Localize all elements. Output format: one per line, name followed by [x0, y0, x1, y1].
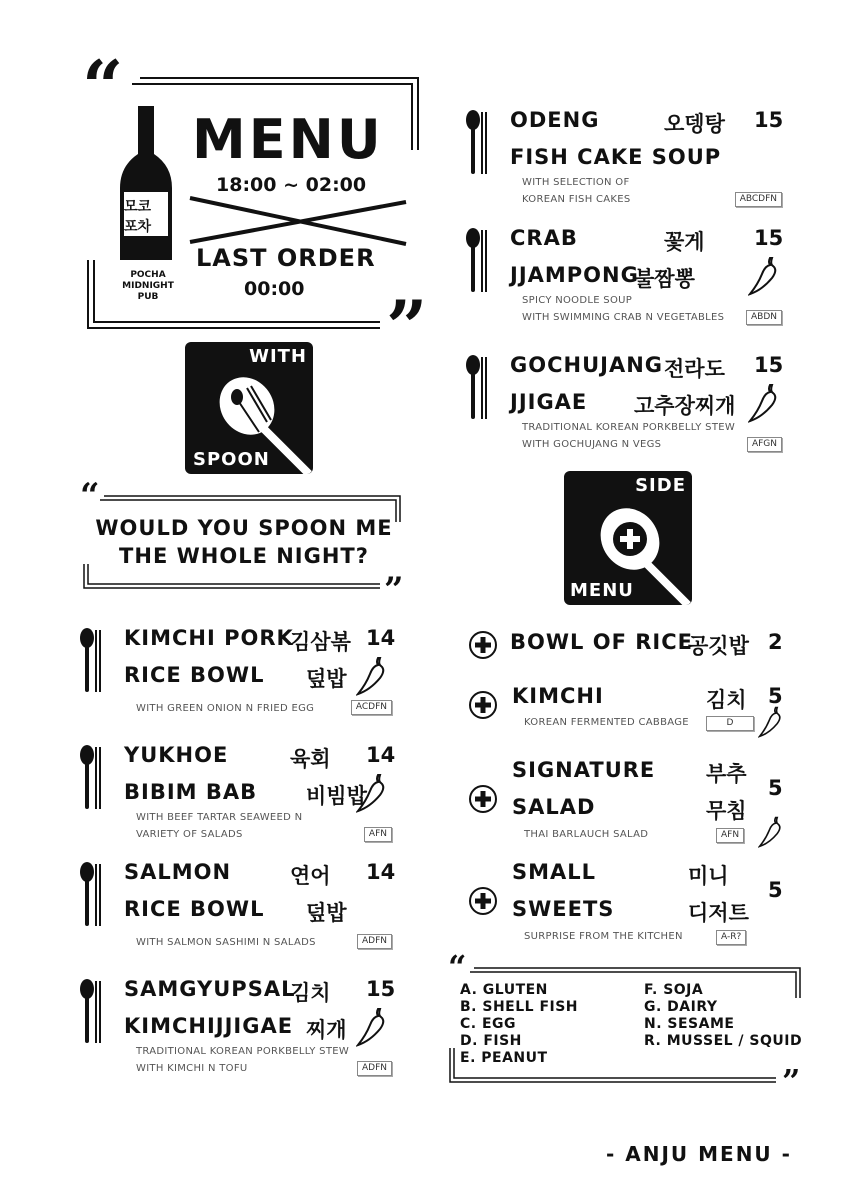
spicy-indicator — [758, 706, 782, 742]
legend-quote-open: “ — [448, 948, 467, 986]
side-menu-badge — [564, 471, 692, 605]
dish-name-line2: KIMCHIJJIGAE — [124, 1014, 294, 1038]
menu-title: MENU — [192, 108, 384, 171]
allergen-code: ABDN — [746, 310, 782, 325]
dish-description-line2: WITH KIMCHI N TOFU — [136, 1063, 248, 1074]
last-order-time: 00:00 — [244, 278, 305, 300]
dish-name-line1: ODENG — [510, 108, 600, 132]
menu-item — [80, 743, 396, 853]
dish-korean-name-1: 전라도 — [664, 357, 725, 381]
plus-circle-icon — [468, 886, 498, 916]
pub-name — [116, 270, 180, 303]
spoon-icon-wrap — [80, 745, 102, 815]
dish-description-line1: WITH SELECTION OF — [522, 177, 630, 188]
spicy-indicator — [748, 383, 778, 427]
spoon-icon-wrap — [80, 979, 102, 1049]
menu-item — [80, 626, 396, 736]
dish-description-line2: VARIETY OF SALADS — [136, 829, 243, 840]
bottle-label-top: 모코 — [124, 199, 152, 215]
slogan-quote-open: “ — [80, 476, 100, 516]
spoon-chopsticks-icon — [80, 979, 102, 1045]
dish-price: 14 — [366, 860, 396, 884]
dish-price: 15 — [366, 977, 396, 1001]
dish-price: 15 — [754, 353, 784, 377]
menu-item — [466, 353, 782, 463]
dish-description-line1: SPICY NOODLE SOUP — [522, 295, 633, 306]
spoon-icon-wrap — [80, 628, 102, 698]
legend-entry: R. MUSSEL / SQUID — [644, 1033, 803, 1049]
last-order-label: LAST ORDER — [196, 244, 376, 272]
dish-korean-name-2: 비빔밥 — [306, 784, 367, 808]
dish-korean-name-1: 오뎅탕 — [664, 112, 725, 136]
dish-description-line2: WITH SWIMMING CRAB N VEGETABLES — [522, 312, 725, 323]
bottle-label-bottom: 포차 — [124, 219, 152, 235]
allergen-code: ADFN — [357, 1061, 392, 1076]
spicy-indicator — [758, 816, 782, 852]
dish-description-line1: WITH SALMON SASHIMI N SALADS — [136, 937, 316, 948]
quote-open-mark: “ — [82, 44, 125, 129]
dish-price: 15 — [754, 226, 784, 250]
dish-description-line1: TRADITIONAL KOREAN PORKBELLY STEW — [522, 422, 736, 433]
allergen-code: ABCDFN — [735, 192, 782, 207]
dish-name-line1: CRAB — [510, 226, 578, 250]
allergen-code: ACDFN — [351, 700, 392, 715]
legend-col1 — [460, 982, 578, 1067]
dish-description — [136, 809, 302, 843]
legend-col2 — [644, 982, 802, 1050]
slogan-line1: WOULD YOU SPOON ME — [95, 516, 393, 540]
spoon-icon-wrap — [80, 862, 102, 932]
dish-korean-name-2: 고추장찌개 — [634, 394, 736, 418]
side-name-line2: SALAD — [512, 795, 596, 819]
slogan-quote-close: ” — [384, 570, 404, 610]
allergen-code: A-R? — [716, 930, 746, 945]
dish-description — [522, 419, 735, 453]
spoon-chopsticks-icon — [80, 862, 102, 928]
dish-description — [522, 174, 631, 208]
dish-description — [522, 292, 724, 326]
dish-name-line1: GOCHUJANG — [510, 353, 664, 377]
side-price: 2 — [768, 630, 783, 654]
plus-icon-wrap — [468, 690, 498, 724]
dish-korean-name-2: 불짬뽕 — [634, 267, 695, 291]
dish-description — [136, 700, 314, 717]
dish-description — [136, 1043, 349, 1077]
chili-pepper-icon — [356, 773, 386, 813]
allergen-code: AFN — [716, 828, 744, 843]
dish-name-line1: KIMCHI PORK — [124, 626, 294, 650]
spoon-chopsticks-icon — [80, 628, 102, 694]
dish-korean-name-1: 꽃게 — [664, 230, 705, 254]
legend-entry: N. SESAME — [644, 1016, 735, 1032]
side-korean-name-1: 미니 — [688, 864, 729, 888]
side-name-line1: SMALL — [512, 860, 597, 884]
pub-name-line1: POCHA — [130, 270, 166, 280]
side-menu-bottom: MENU — [570, 580, 634, 601]
legend-quote-close: ” — [782, 1062, 801, 1100]
side-name-line1: BOWL OF RICE — [510, 630, 693, 654]
dish-description-line1: TRADITIONAL KOREAN PORKBELLY STEW — [136, 1046, 350, 1057]
side-price: 5 — [768, 684, 783, 708]
legend-entry: B. SHELL FISH — [460, 999, 579, 1015]
spicy-indicator — [356, 656, 386, 700]
spoon-icon-wrap — [466, 110, 488, 180]
dish-description-line2: WITH GOCHUJANG N VEGS — [522, 439, 662, 450]
dish-name-line1: YUKHOE — [124, 743, 229, 767]
dish-korean-name-2: 덮밥 — [306, 901, 347, 925]
with-spoon-top: WITH — [249, 346, 307, 367]
spoon-chopsticks-icon — [80, 745, 102, 811]
side-description: SURPRISE FROM THE KITCHEN — [524, 931, 683, 942]
plus-icon-wrap — [468, 886, 498, 920]
side-name-line1: KIMCHI — [512, 684, 604, 708]
chili-pepper-icon — [748, 383, 778, 423]
slogan-block — [80, 476, 410, 610]
dish-description — [136, 934, 316, 951]
side-name-line1: SIGNATURE — [512, 758, 656, 782]
spicy-indicator — [356, 1007, 386, 1051]
allergen-legend — [446, 948, 810, 1100]
menu-item — [80, 860, 396, 970]
chopsticks-icon — [186, 194, 410, 248]
plus-circle-icon — [468, 784, 498, 814]
side-korean-name-1: 공깃밥 — [688, 634, 749, 658]
side-description: THAI BARLAUCH SALAD — [524, 829, 649, 840]
allergen-code: AFGN — [747, 437, 782, 452]
plus-icon-wrap — [468, 630, 498, 664]
legend-entry: A. GLUTEN — [460, 982, 548, 998]
dish-name-line2: RICE BOWL — [124, 663, 265, 687]
legend-entry: C. EGG — [460, 1016, 517, 1032]
spoon-chopsticks-icon — [466, 355, 488, 421]
dish-name-line1: SAMGYUPSAL — [124, 977, 296, 1001]
chili-pepper-icon — [758, 706, 782, 738]
spicy-indicator — [748, 256, 778, 300]
with-spoon-bottom: SPOON — [193, 449, 270, 470]
spoon-chopsticks-icon — [466, 110, 488, 176]
dish-korean-name-1: 연어 — [290, 864, 331, 888]
legend-entry: D. FISH — [460, 1033, 522, 1049]
plus-circle-icon — [468, 630, 498, 660]
dish-name-line2: FISH CAKE SOUP — [510, 145, 722, 169]
soju-bottle-icon — [116, 104, 176, 264]
side-item — [466, 630, 782, 686]
chili-pepper-icon — [356, 1007, 386, 1047]
legend-entry: E. PEANUT — [460, 1050, 548, 1066]
menu-item — [80, 977, 396, 1087]
with-spoon-badge — [185, 342, 313, 474]
opening-hours: 18:00 ~ 02:00 — [216, 174, 367, 196]
quote-close-mark: ” — [386, 284, 429, 369]
slogan-line2: THE WHOLE NIGHT? — [119, 544, 369, 568]
chili-pepper-icon — [748, 256, 778, 296]
dish-price: 15 — [754, 108, 784, 132]
side-korean-name-1: 김치 — [706, 688, 747, 712]
chili-pepper-icon — [356, 656, 386, 696]
dish-price: 14 — [366, 743, 396, 767]
dish-name-line2: RICE BOWL — [124, 897, 265, 921]
side-menu-top: SIDE — [635, 475, 686, 496]
dish-name-line2: JJIGAE — [510, 390, 588, 414]
dish-description-line2: KOREAN FISH CAKES — [522, 194, 631, 205]
side-description: KOREAN FERMENTED CABBAGE — [524, 717, 689, 728]
side-item — [466, 860, 782, 952]
side-price: 5 — [768, 878, 783, 902]
menu-item — [466, 108, 782, 218]
side-korean-name-2: 디저트 — [688, 901, 749, 925]
dish-description-line1: WITH BEEF TARTAR SEAWEED N — [136, 812, 303, 823]
chili-pepper-icon — [758, 816, 782, 848]
legend-entry: F. SOJA — [644, 982, 704, 998]
dish-name-line2: JJAMPONG — [510, 263, 639, 287]
pub-name-line3: PUB — [137, 292, 159, 302]
allergen-code: D — [706, 716, 754, 731]
dish-name-line1: SALMON — [124, 860, 232, 884]
dish-korean-name-1: 김치 — [290, 981, 331, 1005]
dish-price: 14 — [366, 626, 396, 650]
legend-entry: G. DAIRY — [644, 999, 718, 1015]
spoon-chopsticks-icon — [466, 228, 488, 294]
side-korean-name-1: 부추 — [706, 762, 747, 786]
dish-korean-name-2: 찌개 — [306, 1018, 347, 1042]
plus-circle-icon — [468, 690, 498, 720]
plus-icon-wrap — [468, 784, 498, 818]
spicy-indicator — [356, 773, 386, 817]
side-name-line2: SWEETS — [512, 897, 615, 921]
dish-korean-name-1: 육회 — [290, 747, 331, 771]
dish-korean-name-1: 김삼볶 — [290, 630, 351, 654]
allergen-code: AFN — [364, 827, 392, 842]
spoon-icon-wrap — [466, 228, 488, 298]
side-price: 5 — [768, 776, 783, 800]
menu-item — [466, 226, 782, 336]
dish-korean-name-2: 덮밥 — [306, 667, 347, 691]
allergen-code: ADFN — [357, 934, 392, 949]
side-item — [466, 684, 782, 740]
side-item — [466, 758, 782, 850]
pub-name-line2: MIDNIGHT — [122, 281, 174, 291]
dish-name-line2: BIBIM BAB — [124, 780, 258, 804]
spoon-icon-wrap — [466, 355, 488, 425]
dish-description-line1: WITH GREEN ONION N FRIED EGG — [136, 703, 315, 714]
side-korean-name-2: 무침 — [706, 799, 747, 823]
footer-title: - ANJU MENU - — [606, 1142, 792, 1166]
